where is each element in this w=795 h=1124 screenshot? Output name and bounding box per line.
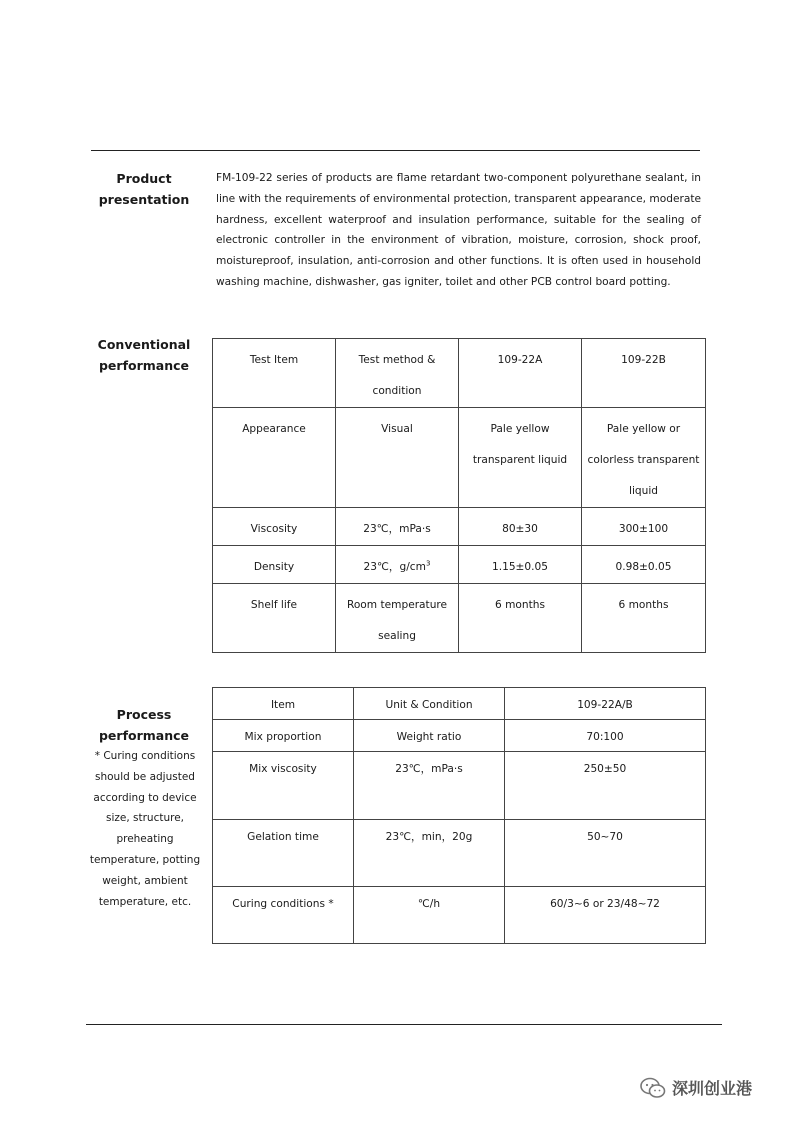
table-cell: Gelation time <box>213 820 354 887</box>
table-cell: Pale yellow or colorless transparent liquid <box>582 408 706 508</box>
table-row <box>213 752 706 820</box>
table-cell: Room temperature sealing <box>336 584 459 653</box>
top-rule <box>91 150 700 151</box>
density-unit: 23℃，g/cm <box>363 561 426 573</box>
table-cell: 60/3~6 or 23/48~72 <box>505 887 706 944</box>
table-header-cell: Unit & Condition <box>354 688 505 720</box>
table-header-cell: 109-22A/B <box>505 688 706 720</box>
product-title-line2: presentation <box>98 192 190 207</box>
process-title-line1: Process <box>116 707 172 722</box>
table-cell: Viscosity <box>213 508 336 546</box>
table-row <box>213 546 706 584</box>
table-header-cell: Test Item <box>213 339 336 408</box>
density-unit-exponent: 3 <box>425 559 431 568</box>
table-cell: 23℃，mPa·s <box>336 508 459 546</box>
table-cell: Weight ratio <box>354 720 505 752</box>
table-row <box>213 408 706 508</box>
watermark <box>640 1076 752 1099</box>
table-cell: 300±100 <box>582 508 706 546</box>
table-row <box>213 508 706 546</box>
table-row <box>213 887 706 944</box>
table-header-cell: 109-22A <box>459 339 582 408</box>
table-header-row <box>213 339 706 408</box>
process-title-line2: performance <box>98 728 190 743</box>
process-section-title <box>90 704 198 746</box>
conventional-section-title <box>90 334 198 376</box>
table-row <box>213 820 706 887</box>
wechat-icon <box>640 1077 666 1099</box>
process-performance-table <box>212 687 706 944</box>
table-cell: 23℃，mPa·s <box>354 752 505 820</box>
product-description: FM-109-22 series of products are flame retardant two-component polyurethane sealant, in line with the requirements of environmental protection, transparent appearance, moderate hardness, excellent waterproof and insulation performance, suitable for the sealing of electronic controller in the environment of vibration, moisture, corrosion, shock proof, moistureproof, insulation, anti-corrosion and other functions. It is often used in household washing machine, dishwasher, gas igniter, toilet and other PCB control board potting. <box>216 172 701 288</box>
table-cell: 250±50 <box>505 752 706 820</box>
table-cell: 1.15±0.05 <box>459 546 582 584</box>
table-cell: 6 months <box>582 584 706 653</box>
table-cell: Shelf life <box>213 584 336 653</box>
conventional-title-line1: Conventional <box>97 337 191 352</box>
conventional-performance-table <box>212 338 706 653</box>
table-cell: Pale yellow transparent liquid <box>459 408 582 508</box>
bottom-rule <box>86 1024 722 1025</box>
product-section-title <box>90 168 198 210</box>
table-header-cell: Test method & condition <box>336 339 459 408</box>
table-header-row <box>213 688 706 720</box>
table-cell: Mix proportion <box>213 720 354 752</box>
table-cell: Visual <box>336 408 459 508</box>
table-cell: 0.98±0.05 <box>582 546 706 584</box>
table-row <box>213 584 706 653</box>
table-cell: 80±30 <box>459 508 582 546</box>
watermark-text: 深圳创业港 <box>672 1079 753 1098</box>
table-cell: Density <box>213 546 336 584</box>
table-header-cell: 109-22B <box>582 339 706 408</box>
table-cell: 23℃，min，20g <box>354 820 505 887</box>
product-title-line1: Product <box>116 171 172 186</box>
table-header-cell: Item <box>213 688 354 720</box>
table-cell: 6 months <box>459 584 582 653</box>
table-cell: Curing conditions * <box>213 887 354 944</box>
table-row <box>213 720 706 752</box>
table-cell: 70:100 <box>505 720 706 752</box>
table-cell: Mix viscosity <box>213 752 354 820</box>
table-cell: Appearance <box>213 408 336 508</box>
table-cell: 50~70 <box>505 820 706 887</box>
conventional-title-line2: performance <box>98 358 190 373</box>
curing-note: * Curing conditions should be adjusted according to device size, structure, preheating temperature, potting weight, ambient temperature, etc. <box>89 750 201 908</box>
table-cell <box>336 546 459 584</box>
table-cell: ℃/h <box>354 887 505 944</box>
